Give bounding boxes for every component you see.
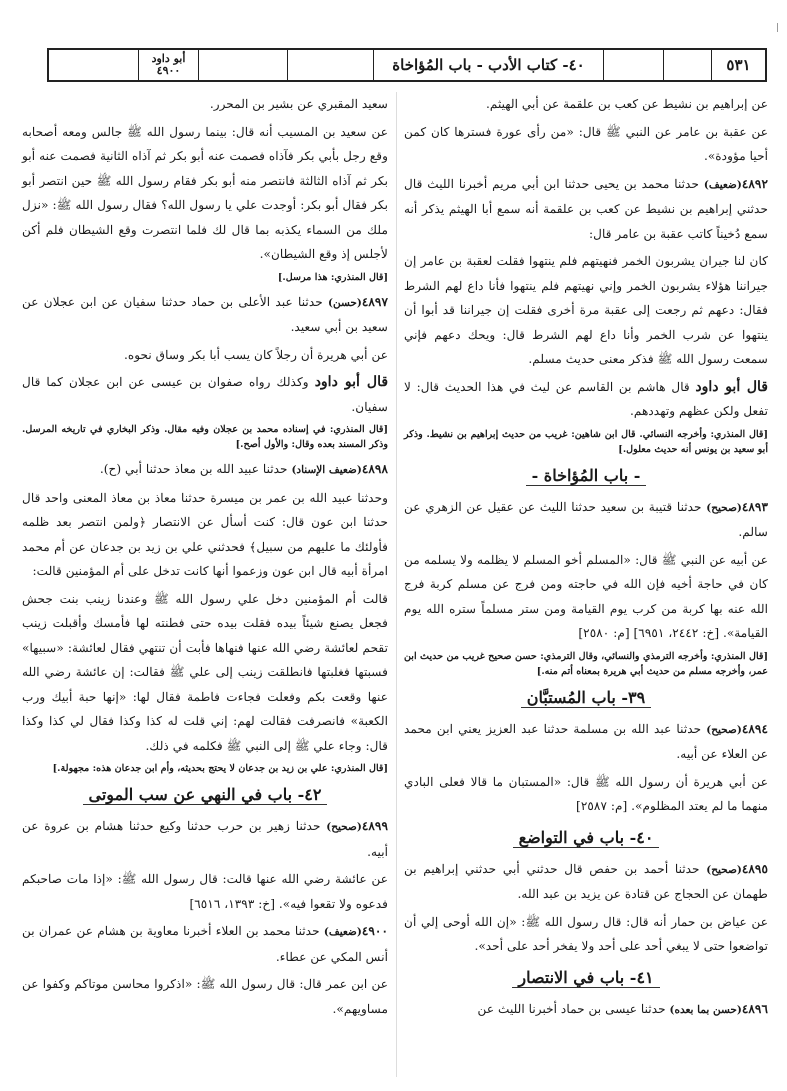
hadith-isnad: حدثنا محمد بن يحيى حدثنا ابن أبي مريم أخبرنا الليث قال حدثني إبراهيم بن نشيط عن كعب بن علقمة أنه سمع أبا الهيثم يذكر أنه سمع دُخيناً كاتب عقبة بن عامر قال: xyxy=(404,176,768,241)
hadith-isnad: حدثنا عبد الأعلى بن حماد حدثنا سفيان عن ابن عجلان عن سعيد بن أبي سعيد. xyxy=(22,294,388,334)
hadith-grade: (صحيح) xyxy=(326,821,362,833)
chapter-heading-text: ٤١- باب في الانتصار xyxy=(512,968,659,988)
chapter-heading xyxy=(404,825,768,851)
hadith-matn: عن عائشة رضي الله عنها قالت: قال رسول الله ﷺ: «إذا مات صاحبكم فدعوه ولا تقعوا فيه». [خ: ١٣٩٣، ٦٥١٦] xyxy=(22,872,388,911)
hadith-number: ٤٨٩٦ xyxy=(741,1001,768,1016)
book-reference xyxy=(138,50,198,80)
hadith-number: ٤٨٩٨ xyxy=(361,462,388,476)
hadith-4896 xyxy=(404,997,768,1023)
hadith-isnad: حدثنا أحمد بن حفص قال حدثني أبي حدثني إبراهيم بن طهمان عن الحجاج عن قتادة عن يزيد بن عبد الله. xyxy=(404,861,768,901)
book-chapter-title: ٤٠- كتاب الأدب - باب المُؤاخاة xyxy=(373,50,603,80)
hadith-grade: (ضعيف) xyxy=(323,926,362,938)
mundhiri-note: [قال المنذري: وأخرجه الترمذي والنسائي، وقال الترمذي: حسن صحيح غريب من حديث ابن عمر، وأخرجه مسلم من حديث أبي هريرة بمعناه أتم منه.] xyxy=(404,650,768,677)
hadith-number: ٤٨٩٧ xyxy=(361,294,388,309)
chapter-heading-text: ٣٩- باب المُستبَّان xyxy=(521,688,651,708)
header-cell-empty xyxy=(663,50,711,80)
hadith-matn: قالت أم المؤمنين دخل علي رسول الله ﷺ وعندنا زينب بنت جحش فجعل يصنع شيئاً بيده فقلت بيده حتى فطنته لها فأمسك وأقبلت زينب تقحم لعائشة رضي الله عنها فنهاها فأبت أن تنتهي فقال لعائشة: «سبيها» فسبتها فغلبتها فانطلقت زينب إلى علي ﷺ فقالت: إن عائشة رضي الله عنها وقعت بكم وفعلت فجاءت فاطمة فقال لها: «إنها حبة أبيك ورب الكعبة» فانصرفت فقالت لهم: إني قلت له كذا وكذا فقال لي كذا وكذا قال: وجاء علي ﷺ إلى النبي ﷺ فكلمه في ذلك. xyxy=(22,591,388,753)
hadith-isnad: حدثنا عبد الله بن مسلمة حدثنا عبد العزيز يعني ابن محمد عن العلاء عن أبيه. xyxy=(404,721,768,761)
hadith-number: ٤٨٩٢ xyxy=(741,176,769,191)
chapter-heading xyxy=(22,782,388,808)
hadith-matn: عن أبي هريرة أن رسول الله ﷺ قال: «المستبان ما قالا فعلى البادي منهما ما لم يعتد المظلوم». [م: ٢٥٨٧] xyxy=(404,774,768,813)
abu-dawud-comment xyxy=(404,375,768,424)
hadith-4900 xyxy=(22,919,388,969)
hadith-4898 xyxy=(22,457,388,483)
hadith-matn: كان لنا جيران يشربون الخمر فنهيتهم فلم ينتهوا فقلت لعقبة بن عامر إن جيراننا هؤلاء يشربون الخمر وإني نهيتهم فلم ينتهوا فأنا داع لهم الشرط فقال: دعهم ثم رجعت إلى عقبة مرة أخرى فقلت إن جيراننا قد أبوا أن ينتهوا عن شرب الخمر وأنا داع لهم الشرط قال: ويحك دعهم فإني سمعت رسول الله ﷺ فذكر معنى حديث مسلم. xyxy=(404,254,768,366)
hadith-number: ٤٨٩٥ xyxy=(741,861,769,876)
text-paragraph: عن إبراهيم بن نشيط عن كعب بن علقمة عن أبي الهيثم. xyxy=(485,97,768,111)
right-column xyxy=(404,92,768,1025)
hadith-grade: (حسن) xyxy=(328,296,362,309)
hadith-4897 xyxy=(22,290,388,340)
hadith-grade: (حسن بما بعده) xyxy=(669,1003,742,1016)
hadith-grade: (ضعيف) xyxy=(703,178,742,191)
hadith-4892 xyxy=(404,172,768,247)
hadith-number: ٤٨٩٤ xyxy=(741,721,768,736)
page-header-table xyxy=(47,48,767,82)
hadith-4894 xyxy=(404,717,768,767)
margin-mark xyxy=(777,23,778,32)
hadith-4895 xyxy=(404,857,768,907)
comment-text: وكذلك رواه صفوان بن عيسى عن ابن عجلان كما قال سفيان. xyxy=(22,375,388,414)
hadith-isnad: حدثنا قتيبة بن سعيد حدثنا الليث عن عقيل عن الزهري عن سالم. xyxy=(404,499,768,539)
comment-label: قال أبو داود xyxy=(695,378,768,395)
comment-text: قال هاشم بن القاسم عن ليث في هذا الحديث قال: لا تفعل ولكن عظهم وتهددهم. xyxy=(404,379,768,418)
mundhiri-note: [قال المنذري: في إسناده محمد بن عجلان وفيه مقال. وذكر البخاري في تاريخه المرسل. وذكر المسند بعده وقال: والأول أصح.] xyxy=(22,424,388,450)
hadith-grade: (صحيح) xyxy=(706,501,742,514)
left-column xyxy=(22,92,388,1024)
hadith-matn: عن ابن عمر قال: قال رسول الله ﷺ: «اذكروا محاسن موتاكم وكفوا عن مساويهم». xyxy=(22,977,388,1016)
book-reference-range: ٤٩٠٠ xyxy=(156,64,181,77)
book-reference-name: أبو داود xyxy=(151,52,186,65)
chapter-heading xyxy=(404,685,768,711)
hadith-matn: عن أبي هريرة أن رجلاً كان يسب أبا بكر وساق نحوه. xyxy=(123,347,388,362)
hadith-number: ٤٩٠٠ xyxy=(361,924,389,938)
text-paragraph: سعيد المقبري عن بشير بن المحرر. xyxy=(209,97,388,111)
abu-dawud-comment xyxy=(22,370,388,419)
hadith-grade: (ضعيف الإسناد) xyxy=(291,464,362,476)
header-cell-empty xyxy=(198,50,287,80)
mundhiri-note: [قال المنذري: علي بن زيد بن جدعان لا يحتج بحديثه، وأم ابن جدعان هذه: مجهولة.] xyxy=(52,763,388,774)
text-paragraph: عن عقبة بن عامر عن النبي ﷺ قال: «من رأى عورة فسترها كان كمن أحيا مؤودة». xyxy=(404,124,768,163)
chapter-heading xyxy=(404,965,768,991)
header-cell-empty xyxy=(287,50,373,80)
page-number: ٥٣١ xyxy=(711,50,765,80)
hadith-isnad-continued: وحدثنا عبيد الله بن عمر بن ميسرة حدثنا معاذ بن معاذ المعنى واحد قال حدثنا ابن عون قال: كنت أسأل عن الانتصار ﴿ولمن انتصر بعد ظلمه فأولئك ما عليهم من سبيل﴾ فحدثني علي بن زيد بن جدعان عن أم محمد امرأة أبيه قال ابن عون وزعموا أنها كانت تدخل على أم المؤمنين قالت: xyxy=(22,490,388,578)
chapter-heading-text: ٤٠- باب في التواضع xyxy=(513,828,660,848)
hadith-grade: (صحيح) xyxy=(706,723,742,736)
chapter-heading xyxy=(404,463,768,489)
hadith-number: ٤٨٩٣ xyxy=(741,499,769,514)
hadith-isnad: حدثنا زهير بن حرب حدثنا وكيع حدثنا هشام بن عروة عن أبيه. xyxy=(22,819,388,859)
hadith-number: ٤٨٩٩ xyxy=(361,819,388,833)
hadith-isnad: حدثنا عبيد الله بن معاذ حدثنا أبي (ح). xyxy=(99,462,288,476)
text-paragraph: عن سعيد بن المسيب أنه قال: بينما رسول الله ﷺ جالس ومعه أصحابه وقع رجل بأبي بكر فآذاه فصمت عنه أبو بكر ثم آذاه الثانية فصمت عنه أبو بكر ثم آذاه الثالثة فانتصر منه أبو بكر فقام رسول الله ﷺ حين انتصر أبو بكر فقال أبو بكر: أوجدت علي يا رسول الله؟ فقال رسول الله ﷺ: «نزل ملك من السماء يكذبه بما قال لك فلما انتصرت وقع الشيطان فلم أكن لأجلس إذ وقع الشيطان». xyxy=(22,124,388,261)
chapter-heading-text: - باب المُؤاخاة - xyxy=(526,466,647,486)
hadith-4893 xyxy=(404,495,768,545)
chapter-heading-text: ٤٢- باب في النهي عن سب الموتى xyxy=(83,785,328,805)
column-divider xyxy=(396,92,397,1077)
hadith-isnad: حدثنا عيسى بن حماد أخبرنا الليث عن xyxy=(477,1001,666,1016)
hadith-isnad: حدثنا محمد بن العلاء أخبرنا معاوية بن هشام عن عمران بن أنس المكي عن عطاء. xyxy=(22,924,388,964)
comment-label: قال أبو داود xyxy=(314,374,389,390)
hadith-matn: عن أبيه عن النبي ﷺ قال: «المسلم أخو المسلم لا يظلمه ولا يسلمه من كان في حاجة أخيه فإن الله في حاجته ومن فرج عن مسلم كربة فرج الله عنه بها كربة من كرب يوم القيامة ومن ستر مسلماً ستره الله يوم القيامة». [خ: ٢٤٤٢، ٦٩٥١] [م: ٢٥٨٠] xyxy=(404,552,768,640)
mundhiri-note: [قال المنذري: هذا مرسل.] xyxy=(277,271,388,283)
hadith-matn: عن عياض بن حمار أنه قال: قال رسول الله ﷺ: «إن الله أوحى إلي أن تواضعوا حتى لا يبغي أحد على أحد ولا يفخر أحد على أحد». xyxy=(404,914,768,953)
header-cell-empty xyxy=(49,50,138,80)
mundhiri-note: [قال المنذري: وأخرجه النسائي. قال ابن شاهين: غريب من حديث إبراهيم بن نشيط. وذكر أبو سعيد بن يونس أنه حديث معلول.] xyxy=(404,428,768,455)
hadith-grade: (صحيح) xyxy=(706,863,742,876)
hadith-4899 xyxy=(22,814,388,864)
header-cell-empty xyxy=(603,50,663,80)
